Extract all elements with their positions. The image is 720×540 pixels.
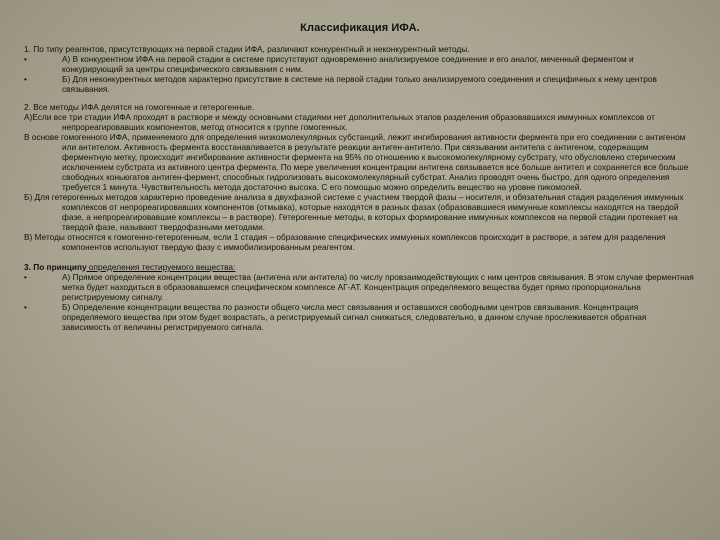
section-3-item-a: [24, 272, 696, 302]
slide-title: Классификация ИФА.: [300, 22, 420, 34]
section-2-homogeneous-text: В основе гомогенного ИФА, применяемого для определения низкомолекулярных субстанций, лежит ингибирования активности фермента при его соединении с антигеном или антителом. Активность фермента восстанавливается в результате реакции антиген-антитело. При связывании антитела с антигеном, содержащим ферментную метку, происходит ингибирование активности фермента на 95% по отношению к высокомолекулярному субстрату, что обусловлено стерическим исключением субстрата из активного центра фермента. По мере увеличения концентрации антигена связывается все больше антител и сохраняется все больше свободных коньюгатов антиген-фермент, способных гидролизовать высокомолекулярный субстрат. Анализ проводят очень быстро, для одного определения требуется 1 минута. Чувствительность метода достаточно высока. С его помощью можно определить вещество на уровне пикомолей.: [24, 132, 689, 192]
section-2-item-b: Б) Для гетерогенных методов характерно проведение анализа в двухфазной системе с участием твердой фазы – носителя, и обязательная стадия разделения иммунных комплексов от непрореагировавших компонентов (отмывка), которые находятся в разных фазах (образовавшиеся иммунные комплексы находятся на твердой фазе, а непрореагировавшие комплексы – в растворе). Гетерогенные методы, в которых формирование иммунных комплексов на первой стадии протекает на твердой фазе, называют твердофазными методами.: [24, 192, 684, 232]
bullet-icon: •: [24, 302, 27, 312]
section-2-item-a: А)Если все три стадии ИФА проходят в растворе и между основными стадиями нет дополнительных этапов разделения образовавшихся иммунных комплексов от непрореагировавших компонентов, метод относится к группе гомогенных.: [24, 112, 655, 132]
section-3-item-a-text: А) Прямое определение концентрации вещества (антигена или антитела) по числу провзаимодействующих с ним центров связывания. В этом случае ферментная метка будет находиться в образовавшемся специфическом комплексе АГ-АТ. Концентрация определяемого вещества будет прямо пропорциональна регистрируемому сигналу.: [62, 272, 694, 302]
bullet-icon: •: [24, 272, 27, 282]
section-1-item-a: [24, 54, 696, 74]
section-1-item-b: [24, 74, 696, 94]
section-1-item-b-text: Б) Для неконкурентных методов характерно присутствие в системе на первой стадии только анализируемого соединения и специфичных к нему центров связывания.: [62, 74, 657, 94]
section-3-heading-bold: 3. По принципу: [24, 262, 87, 272]
section-1-item-a-text: А) В конкурентном ИФА на первой стадии в системе присутствуют одновременно анализируемое соединение и его аналог, меченный ферментом и конкурирующий за центры специфического связывания с ним.: [62, 54, 634, 74]
section-3-heading-underlined: определения тестируемого вещества:: [86, 262, 236, 272]
section-3-item-b: [24, 302, 696, 332]
section-1-heading: 1. По типу реагентов, присутствующих на первой стадии ИФА, различают конкурентный и неконкурентный методы.: [24, 44, 470, 54]
bullet-icon: •: [24, 74, 27, 84]
section-2-item-c: В) Методы относятся к гомогенно-гетерогенным, если 1 стадия – образование специфических иммунных комплексов происходит в растворе, а затем для разделения компонентов используют твердую фазу с иммобилизированным реагентом.: [24, 232, 666, 252]
section-2-heading: 2. Все методы ИФА делятся на гомогенные и гетерогенные.: [24, 102, 255, 112]
section-3-heading: [24, 262, 696, 272]
section-3-item-b-text: Б) Определение концентрации вещества по разности общего числа мест связывания и оставшихся свободными центров связывания. Концентрация определяемого вещества при этом будет возрастать, а регистрируемый сигнал снижаться, следовательно, в данном случае прослеживается обратная зависимость от величины регистрируемого сигнала.: [62, 302, 647, 332]
slide-body: [24, 44, 696, 332]
bullet-icon: •: [24, 54, 27, 64]
